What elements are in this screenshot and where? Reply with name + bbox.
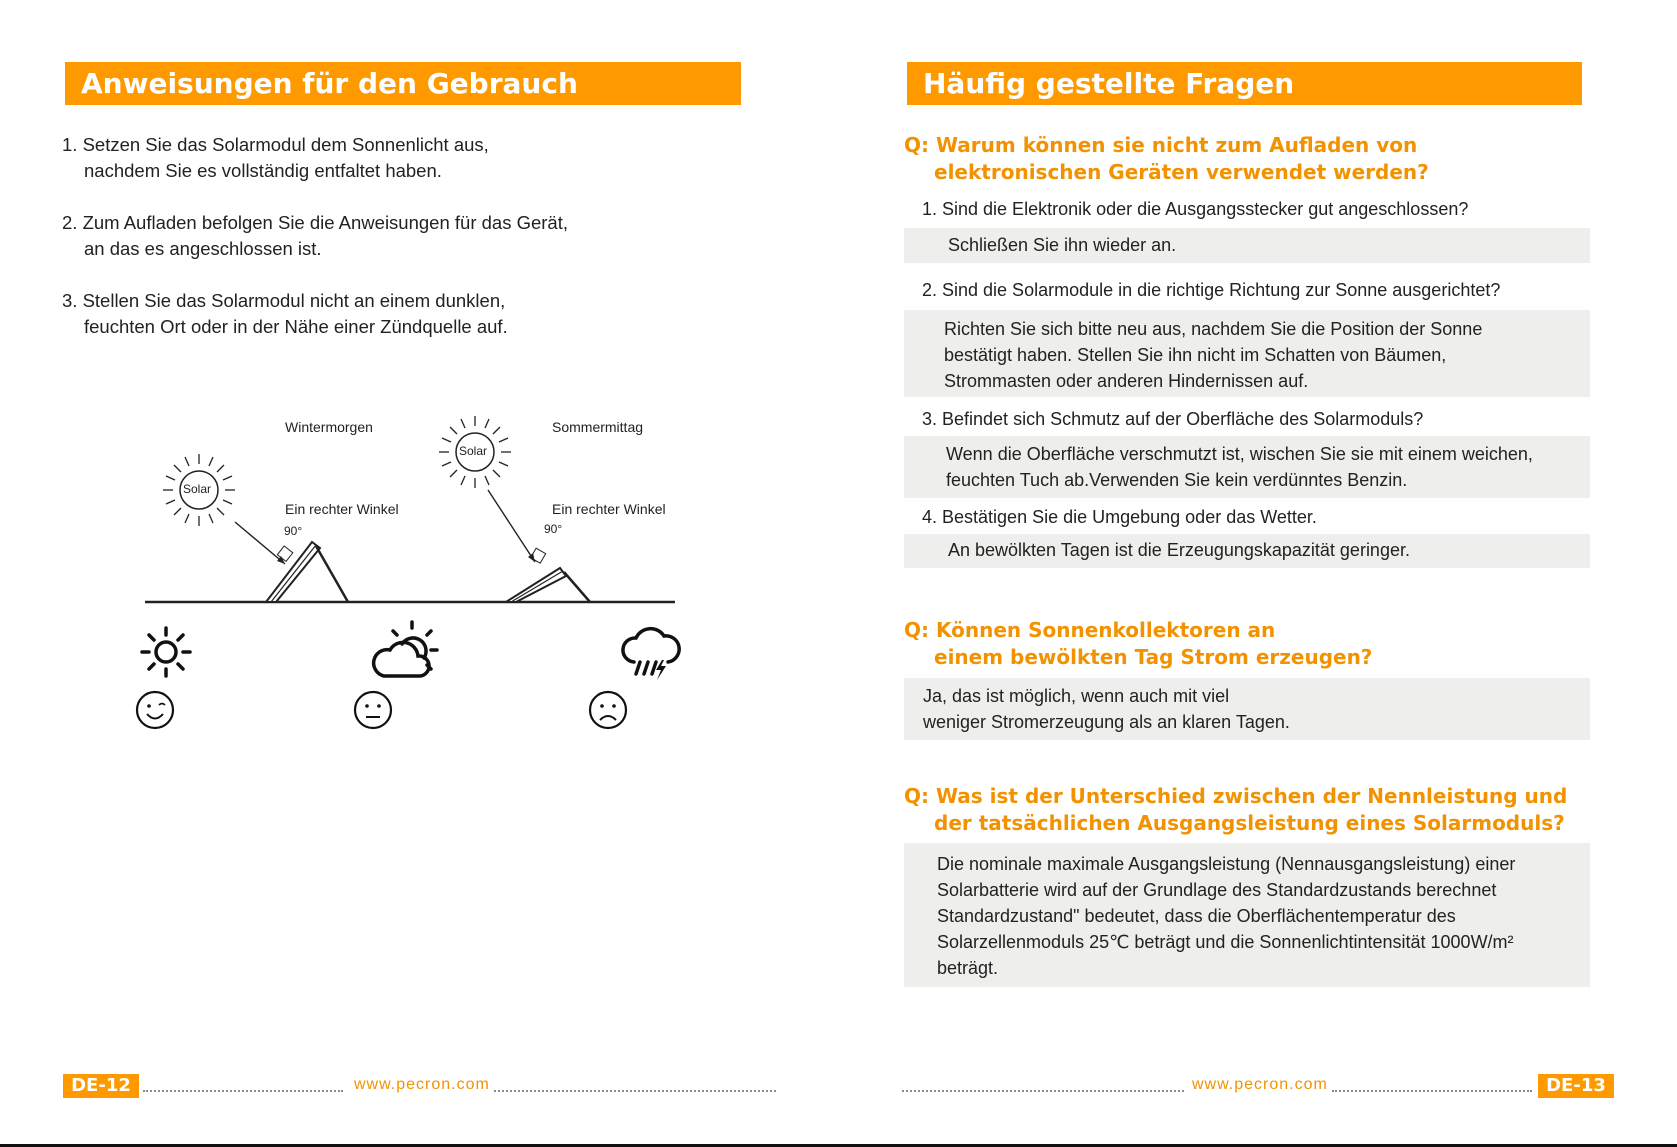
answer-text: Die nominale maximale Ausgangsleistung (Nennausgangsleistung) einer bbox=[937, 854, 1516, 874]
faq-question-text: Q: Warum können sie nicht zum Aufladen von bbox=[904, 133, 1418, 157]
thunderstorm-icon bbox=[623, 629, 679, 680]
sunny-icon bbox=[142, 628, 190, 676]
answer-text: Standardzustand" bedeutet, dass die Oberflächentemperatur des bbox=[937, 906, 1456, 926]
answer-text: Solarbatterie wird auf der Grundlage des Standardzustands berechnet bbox=[937, 880, 1497, 900]
happy-face-icon bbox=[137, 692, 173, 728]
section-header-instructions: Anweisungen für den Gebrauch bbox=[65, 62, 741, 105]
sub-question: 3. Befindet sich Schmutz auf der Oberfläche des Solarmoduls? bbox=[922, 409, 1424, 429]
faq-question-text: elektronischen Geräten verwendet werden? bbox=[934, 160, 1429, 184]
faq-question-text: Q: Was ist der Unterschied zwischen der Nennleistung und bbox=[904, 784, 1568, 808]
instruction-text: 2. Zum Aufladen befolgen Sie die Anweisungen für das Gerät, bbox=[62, 212, 568, 233]
answer-box bbox=[904, 436, 1590, 498]
section-header-faq: Häufig gestellte Fragen bbox=[907, 62, 1582, 105]
faq-question bbox=[904, 617, 1372, 671]
answer-text: feuchten Tuch ab.Verwenden Sie kein verdünntes Benzin. bbox=[946, 470, 1408, 490]
answer-box bbox=[904, 228, 1590, 263]
website-url[interactable]: www.pecron.com bbox=[1192, 1076, 1328, 1093]
instruction-item bbox=[62, 288, 762, 340]
solar-panel-summer bbox=[506, 548, 590, 602]
sun-label: Solar bbox=[183, 482, 212, 496]
dotted-divider bbox=[902, 1090, 1184, 1092]
faq-question bbox=[904, 783, 1567, 837]
answer-text: Solarzellenmoduls 25℃ beträgt und die Sonnenlichtintensität 1000W/m² bbox=[937, 932, 1514, 952]
answer-text: beträgt. bbox=[937, 958, 999, 978]
instruction-item bbox=[62, 132, 762, 184]
footer-left bbox=[0, 1074, 838, 1098]
sub-question: 4. Bestätigen Sie die Umgebung oder das Wetter. bbox=[922, 507, 1317, 527]
instruction-item bbox=[62, 210, 762, 262]
faq-question-text: Q: Können Sonnenkollektoren an bbox=[904, 618, 1276, 642]
solar-panel-winter bbox=[266, 542, 348, 602]
answer-box bbox=[904, 310, 1590, 397]
answer-text: Richten Sie sich bitte neu aus, nachdem Sie die Position der Sonne bbox=[944, 319, 1483, 339]
sub-question: 1. Sind die Elektronik oder die Ausgangsstecker gut angeschlossen? bbox=[922, 199, 1469, 219]
answer-text: Strommasten oder anderen Hindernissen auf. bbox=[944, 371, 1309, 391]
solar-angle-diagram bbox=[130, 400, 690, 780]
website-url[interactable]: www.pecron.com bbox=[354, 1076, 490, 1093]
summer-label: Sommermittag bbox=[552, 419, 644, 435]
left-page bbox=[0, 0, 838, 1147]
faq-question-text: einem bewölkten Tag Strom erzeugen? bbox=[934, 645, 1373, 669]
answer-text: bestätigt haben. Stellen Sie ihn nicht im Schatten von Bäumen, bbox=[944, 345, 1447, 365]
answer-text: An bewölkten Tagen ist die Erzeugungskapazität geringer. bbox=[948, 540, 1410, 560]
instruction-text: 3. Stellen Sie das Solarmodul nicht an einem dunklen, bbox=[62, 290, 506, 311]
page-number-badge: DE-13 bbox=[1538, 1074, 1614, 1098]
instruction-text: 1. Setzen Sie das Solarmodul dem Sonnenlicht aus, bbox=[62, 134, 489, 155]
answer-box bbox=[904, 678, 1590, 740]
dotted-divider bbox=[1332, 1090, 1532, 1092]
right-page bbox=[838, 0, 1677, 1147]
faq-question-text: der tatsächlichen Ausgangsleistung eines Solarmoduls? bbox=[934, 811, 1565, 835]
answer-box bbox=[904, 843, 1590, 987]
answer-text: Wenn die Oberfläche verschmutzt ist, wischen Sie sie mit einem weichen, bbox=[946, 444, 1533, 464]
dotted-divider bbox=[494, 1090, 776, 1092]
instructions-list bbox=[62, 132, 762, 366]
footer-right bbox=[838, 1074, 1677, 1098]
answer-text: weniger Stromerzeugung als an klaren Tagen. bbox=[923, 712, 1290, 732]
sun-label: Solar bbox=[459, 444, 488, 458]
neutral-face-icon bbox=[355, 692, 391, 728]
right-angle-label: Ein rechter Winkel bbox=[285, 501, 399, 517]
dotted-divider bbox=[143, 1090, 343, 1092]
answer-text: Schließen Sie ihn wieder an. bbox=[948, 235, 1177, 255]
instruction-text: nachdem Sie es vollständig entfaltet haben. bbox=[84, 160, 442, 181]
answer-text: Ja, das ist möglich, wenn auch mit viel bbox=[923, 686, 1230, 706]
faq-question bbox=[904, 132, 1429, 186]
sad-face-icon bbox=[590, 692, 626, 728]
solar-angle-illustration bbox=[130, 400, 690, 780]
degree-label: 90° bbox=[544, 522, 563, 536]
page-number-badge: DE-12 bbox=[63, 1074, 139, 1098]
partly-cloudy-icon bbox=[374, 622, 437, 676]
answer-box bbox=[904, 534, 1590, 568]
winter-label: Wintermorgen bbox=[285, 419, 373, 435]
sub-question: 2. Sind die Solarmodule in die richtige Richtung zur Sonne ausgerichtet? bbox=[922, 280, 1501, 300]
right-angle-label: Ein rechter Winkel bbox=[552, 501, 666, 517]
instruction-text: feuchten Ort oder in der Nähe einer Zündquelle auf. bbox=[84, 316, 508, 337]
degree-label: 90° bbox=[284, 524, 303, 538]
instruction-text: an das es angeschlossen ist. bbox=[84, 238, 322, 259]
